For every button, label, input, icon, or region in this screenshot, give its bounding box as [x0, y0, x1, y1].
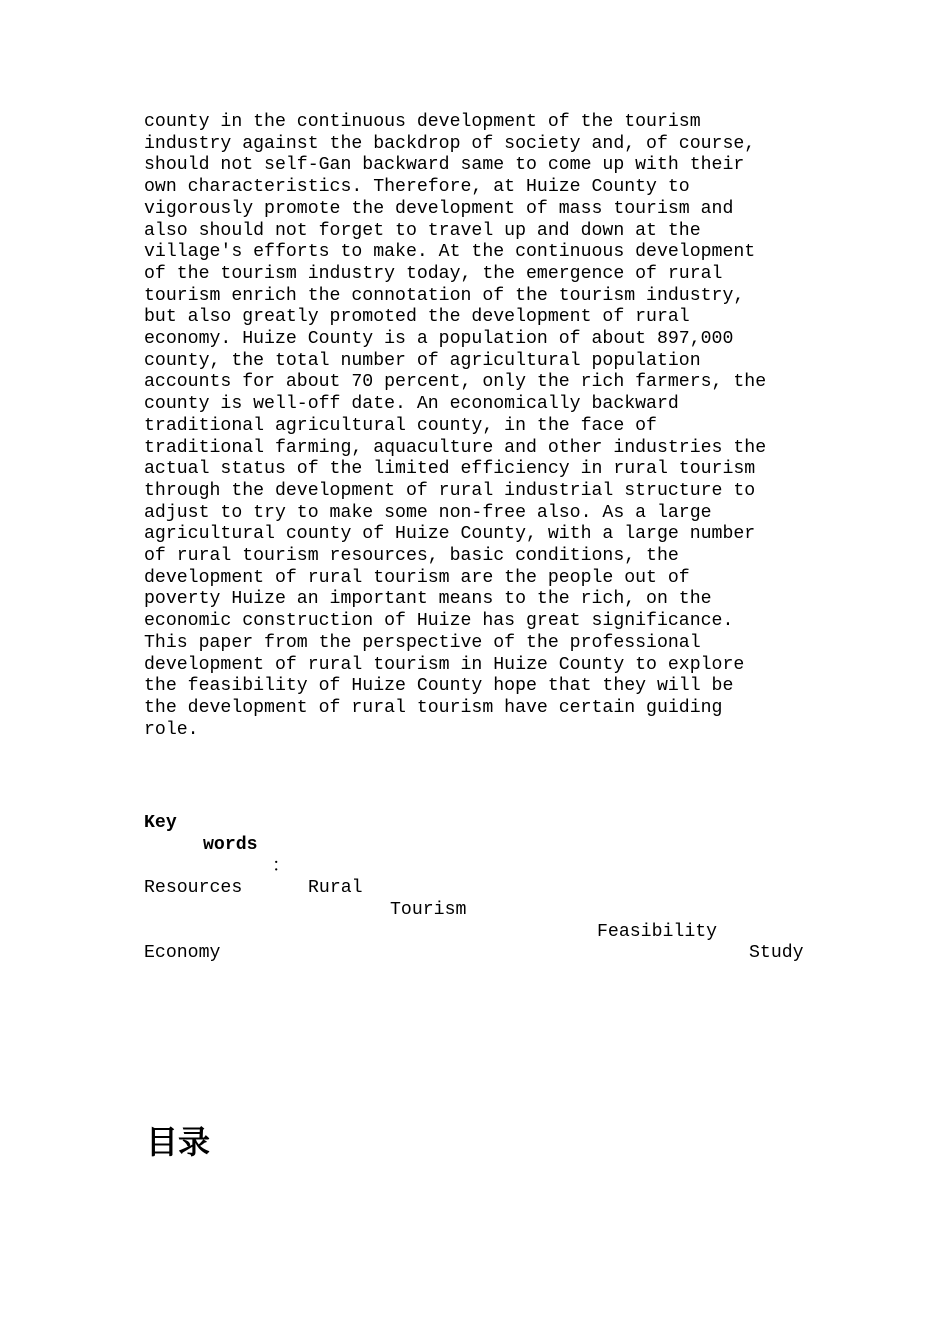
abstract-section — [144, 112, 824, 964]
abstract-line: development of rural tourism are the people out of — [144, 567, 690, 588]
abstract-line: through the development of rural industrial structure to — [144, 480, 756, 501]
abstract-line: development of rural tourism in Huize County to explore — [144, 654, 745, 675]
keywords-block — [144, 748, 824, 987]
abstract-line: but also greatly promoted the development of rural — [144, 307, 690, 328]
abstract-line: accounts for about 70 percent, only the rich farmers, the — [144, 372, 767, 393]
abstract-line: economic construction of Huize has great significance. — [144, 611, 734, 632]
abstract-line: This paper from the perspective of the professional — [144, 632, 701, 653]
keywords-label-words: words — [203, 834, 258, 855]
abstract-line: economy. Huize County is a population of about 897,000 — [144, 329, 734, 350]
keyword-resources: Resources — [144, 878, 243, 899]
abstract-line: role. — [144, 719, 199, 740]
abstract-line: the development of rural tourism have certain guiding — [144, 697, 723, 718]
abstract-line: agricultural county of Huize County, with a large number — [144, 524, 756, 545]
abstract-line: of rural tourism resources, basic conditions, the — [144, 546, 679, 567]
keyword-study: Study — [749, 943, 804, 964]
abstract-line: also should not forget to travel up and down at the — [144, 220, 701, 241]
abstract-line: county is well-off date. An economically backward — [144, 394, 679, 415]
abstract-line: the feasibility of Huize County hope that they will be — [144, 676, 734, 697]
abstract-line: traditional agricultural county, in the face of — [144, 415, 657, 436]
keywords-label-key: Key — [144, 813, 177, 834]
toc-heading: 目录 — [146, 1123, 211, 1161]
keyword-economy: Economy — [144, 943, 221, 964]
abstract-line: industry against the backdrop of society and, of course, — [144, 133, 756, 154]
abstract-line: actual status of the limited efficiency in rural tourism — [144, 459, 756, 480]
abstract-line: county, the total number of agricultural population — [144, 350, 701, 371]
abstract-line: village's efforts to make. At the continuous development — [144, 242, 756, 263]
abstract-body — [144, 112, 824, 741]
keyword-feasibility: Feasibility — [597, 921, 718, 942]
abstract-line: tourism enrich the connotation of the tourism industry, — [144, 285, 745, 306]
abstract-line: county in the continuous development of the tourism — [144, 112, 701, 132]
abstract-line: should not self-Gan backward same to come up with their — [144, 155, 745, 176]
abstract-line: vigorously promote the development of mass tourism and — [144, 198, 734, 219]
keywords-colon: ： — [272, 856, 291, 877]
abstract-line: adjust to try to make some non-free also. As a large — [144, 502, 712, 523]
abstract-line: traditional farming, aquaculture and other industries the — [144, 437, 767, 458]
abstract-line: of the tourism industry today, the emergence of rural — [144, 263, 723, 284]
keyword-tourism: Tourism — [390, 899, 467, 920]
keyword-rural: Rural — [308, 878, 363, 899]
abstract-line: poverty Huize an important means to the rich, on the — [144, 589, 712, 610]
abstract-line: own characteristics. Therefore, at Huize County to — [144, 177, 690, 198]
